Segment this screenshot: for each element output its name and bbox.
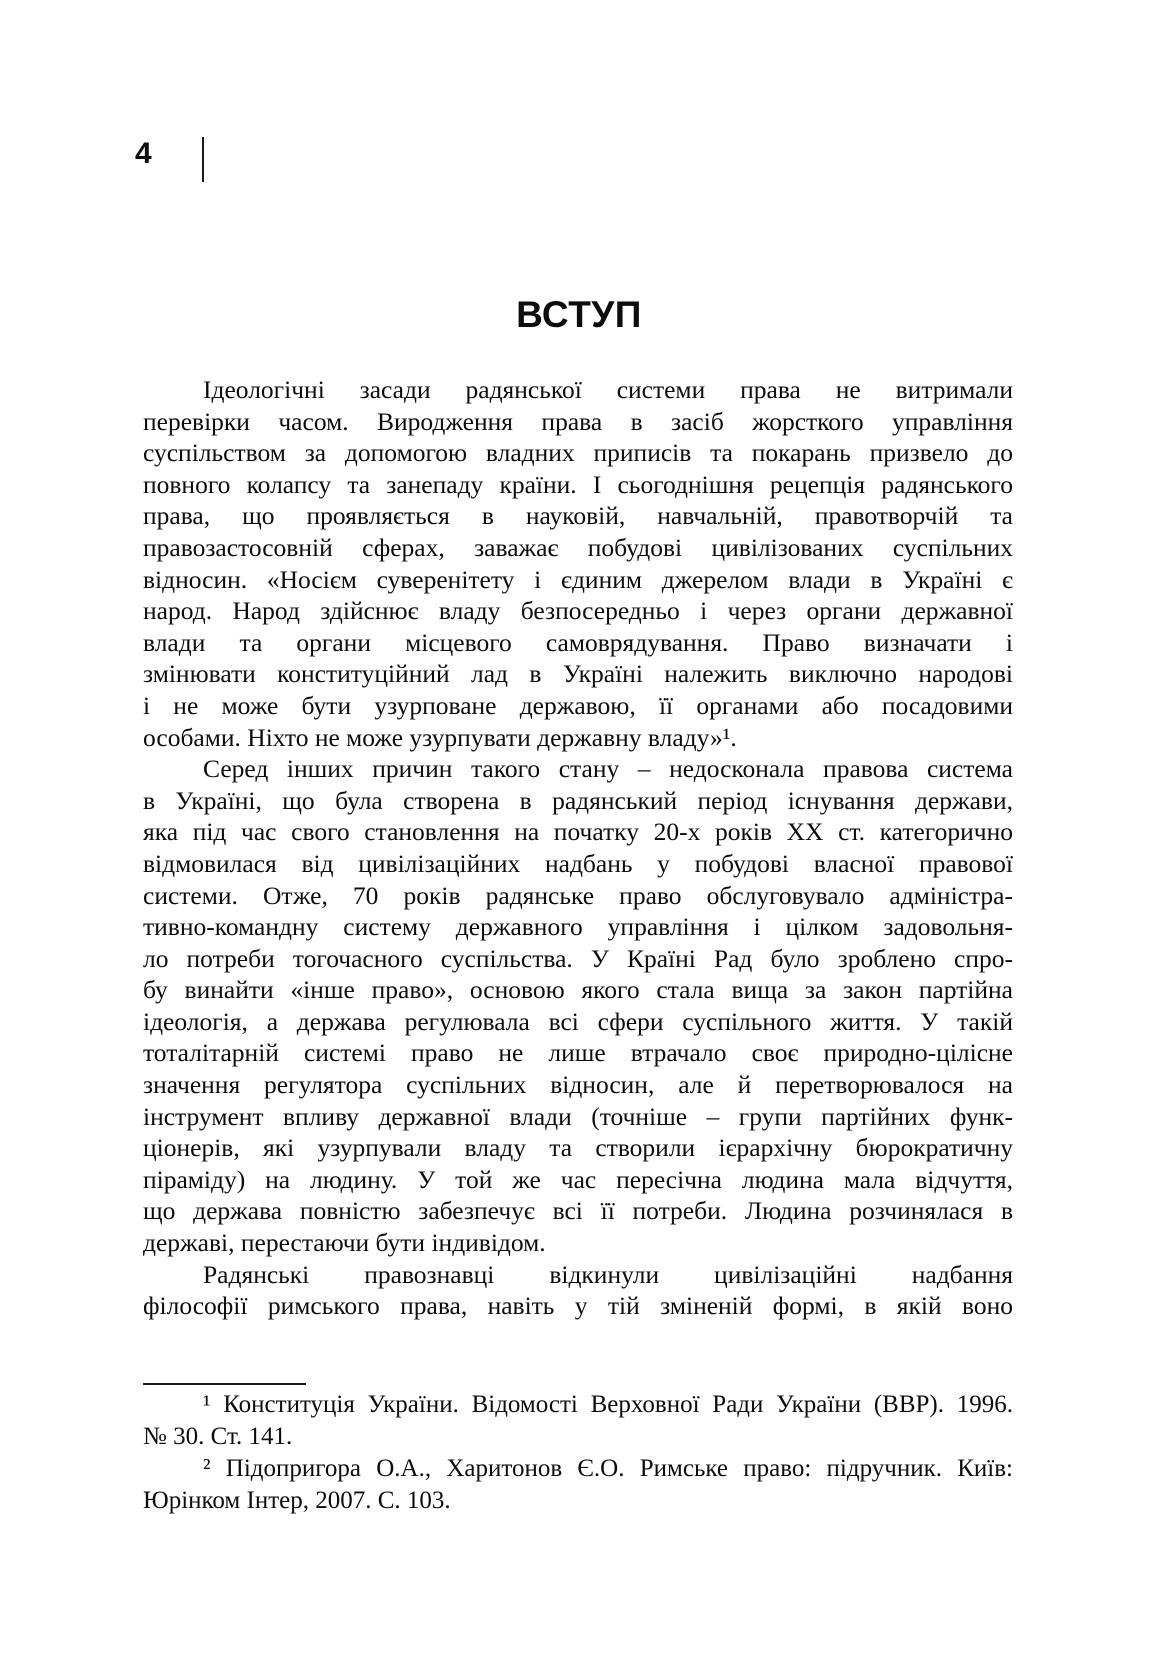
paragraph-1 [143, 374, 1013, 753]
text-line: повного колапсу та занепаду країни. І сьогоднішня рецепція радянського [143, 469, 1013, 499]
text-line: народ. Народ здійснює владу безпосередньо і через органи державної [143, 596, 1013, 626]
text-line: відмовилася від цивілізаційних надбань у побудові власної правової [143, 848, 1013, 878]
body-text [143, 374, 1013, 1322]
footnote-1 [143, 1389, 1013, 1453]
text-line: особами. Ніхто не може узурпувати державну владу»¹. [143, 722, 737, 752]
paragraph-3 [143, 1259, 1013, 1322]
page-number: 4 [135, 137, 152, 170]
text-line: що держава повністю забезпечує всі її потреби. Людина розчинялася в [143, 1196, 1013, 1226]
text-line: інструмент впливу державної влади (точніше – групи партійних функ- [143, 1101, 1013, 1131]
page-title: ВСТУП [516, 294, 642, 335]
text-line: Ідеологічні засади радянської системи права не витримали [203, 375, 1013, 404]
text-line: Юрінком Інтер, 2007. С. 103. [143, 1487, 451, 1514]
text-line: і не може бути узурповане державою, її органами або посадовими [143, 690, 1013, 720]
text-line: правозастосовній сферах, заважає побудові цивілізованих суспільних [143, 532, 1013, 562]
header-divider-line [202, 137, 204, 182]
text-line: Серед інших причин такого стану – недосконала правова система [203, 754, 1013, 784]
text-line: ідеологія, а держава регулювала всі сфери суспільного життя. У такій [143, 1006, 1013, 1036]
text-line: Радянські правознавці відкинули цивілізаційні надбання [203, 1259, 1013, 1289]
text-line: піраміду) на людину. У той же час пересічна людина мала відчуття, [143, 1164, 1013, 1194]
text-line: державі, перестаючи бути індивідом. [143, 1228, 546, 1258]
footnotes-section [143, 1383, 1013, 1517]
text-line: тивно-командну систему державного управління і цілком задовольня- [143, 912, 1013, 942]
text-line: ло потреби тогочасного суспільства. У Країні Рад було зроблено спро- [143, 943, 1013, 973]
text-line: тоталітарній системі право не лише втрачало своє природно-цілісне [143, 1038, 1013, 1068]
text-line: значення регулятора суспільних відносин, але й перетворювалося на [143, 1070, 1013, 1100]
text-line: суспільством за допомогою владних приписів та покарань призвело до [143, 438, 1013, 468]
text-line: ¹ Конституція України. Відомості Верховної Ради України (ВВР). 1996. [203, 1391, 1013, 1418]
text-line: бу винайти «інше право», основою якого стала вища за закон партійна [143, 975, 1013, 1005]
text-line: ² Підопригора О.А., Харитонов Є.О. Римське право: підручник. Київ: [203, 1455, 1013, 1482]
footnote-separator-line [143, 1383, 306, 1385]
footnote-2 [143, 1453, 1013, 1517]
text-line: в Україні, що була створена в радянський період існування держави, [143, 785, 1013, 815]
text-line: системи. Отже, 70 років радянське право обслуговувало адміністра- [143, 880, 1013, 910]
text-line: відносин. «Носієм суверенітету і єдиним джерелом влади в Україні є [143, 564, 1013, 594]
text-line: перевірки часом. Виродження права в засіб жорсткого управління [143, 406, 1013, 436]
text-line: № 30. Ст. 141. [143, 1423, 293, 1450]
text-line: права, що проявляється в науковій, навчальній, правотворчій та [143, 501, 1013, 531]
text-line: філософії римського права, навіть у тій зміненій формі, в якій воно [143, 1291, 1013, 1321]
text-line: ціонерів, які узурпували владу та створили ієрархічну бюрократичну [143, 1133, 1013, 1163]
paragraph-2 [143, 753, 1013, 1259]
text-line: змінювати конституційний лад в Україні належить виключно народові [143, 659, 1013, 689]
text-line: влади та органи місцевого самоврядування. Право визначати і [143, 627, 1013, 657]
text-line: яка під час свого становлення на початку 20-х років ХХ ст. категорично [143, 817, 1013, 847]
